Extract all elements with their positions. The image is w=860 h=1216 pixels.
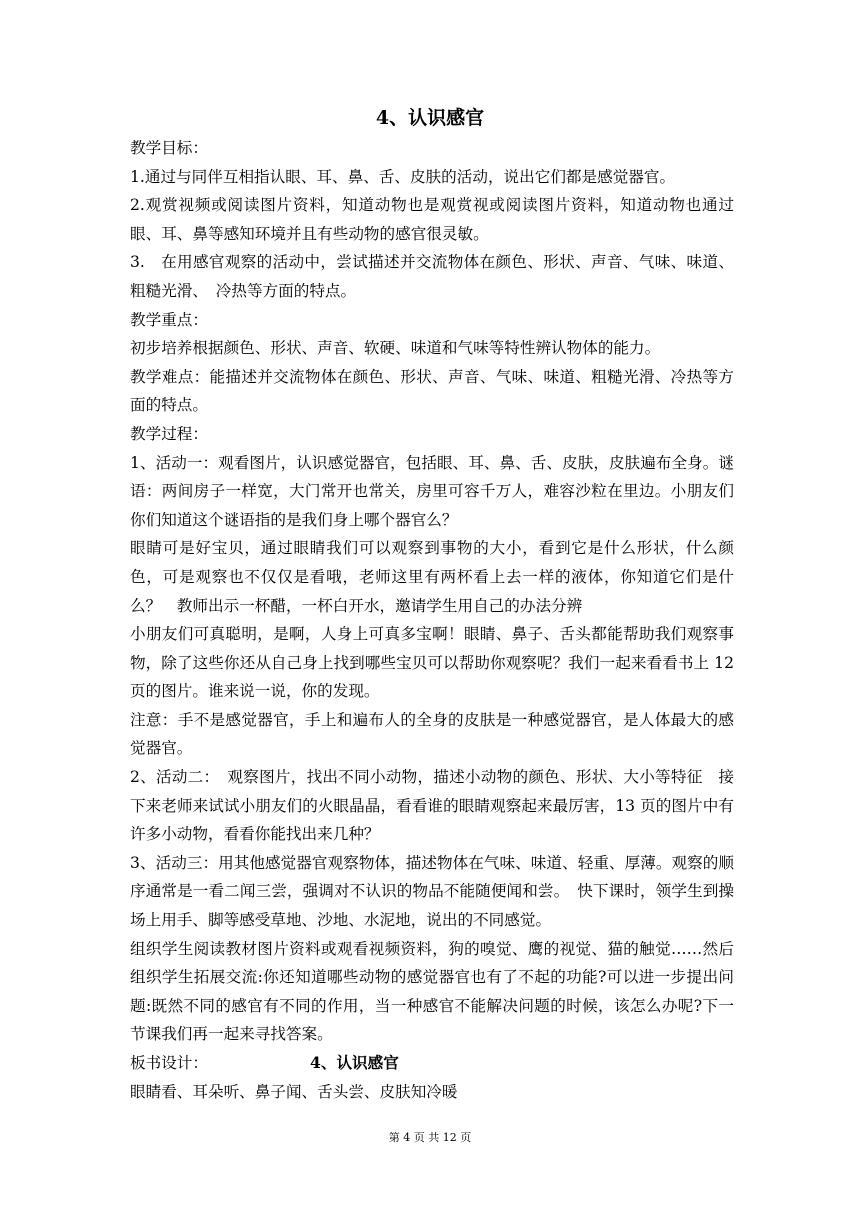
paragraph-activity-2: 2、活动二： 观察图片，找出不同小动物，描述小动物的颜色、形状、大小等特征 接下来老师来试试小朋友们的火眼晶晶，看看谁的眼睛观察起来最厉害，13 页的图片中有许多小动物，看看你能找出来几种？ [130,768,734,844]
paragraph-objective-3: 3. 在用感官观察的活动中，尝试描述并交流物体在颜色、形状、声音、气味、味道、粗糙光滑、 冷热等方面的特点。 [130,253,734,300]
paragraph-objectives-heading: 教学目标： [130,139,208,157]
paragraph-activity-1: 1、活动一：观看图片，认识感觉器官，包括眼、耳、鼻、舌、皮肤，皮肤遍布全身。谜语：两间房子一样宽，大门常开也常关，房里可容千万人，难容沙粒在里边。小朋友们你们知道这个谜语指的是我们身上哪个器官么？ [130,453,734,529]
document-body [130,134,734,1106]
document-title: 4、认识感官 [375,107,485,129]
paragraph-extension: 组织学生阅读教材图片资料或观看视频资料，狗的嗅觉、鹰的视觉、猫的触觉……然后组织学生拓展交流:你还知道哪些动物的感觉器官也有了不起的功能?可以进一步提出问题:既然不同的感官有不同的作用，当一种感官不能解决问题的时候，该怎么办呢?下一节课我们再一起来寻找答案。 [130,939,734,1044]
paragraph-children: 小朋友们可真聪明，是啊，人身上可真多宝啊！眼睛、鼻子、舌头都能帮助我们观察事物，除了这些你还从自己身上找到哪些宝贝可以帮助你观察呢？我们一起来看看书上 12 页的图片。谁来说一说，你的发现。 [130,625,734,701]
paragraph-objective-1: 1.通过与同伴互相指认眼、耳、鼻、舌、皮肤的活动，说出它们都是感觉器官。 [130,167,676,186]
paragraph-process-heading: 教学过程： [130,424,208,443]
board-design-row [130,1049,734,1078]
paragraph-activity-3: 3、活动三：用其他感觉器官观察物体，描述物体在气味、味道、轻重、厚薄。观察的顺序通常是一看二闻三尝，强调对不认识的物品不能随便闻和尝。 快下课时，领学生到操场上用手、脚等感受草地、沙地、水泥地，说出的不同感觉。 [130,853,734,930]
paragraph-key-points-heading: 教学重点： [130,310,208,329]
paragraph-objective-2: 2.观赏视频或阅读图片资料，知道动物也是观赏视或阅读图片资料，知道动物也通过眼、耳、鼻等感知环境并且有些动物的感官很灵敏。 [130,196,734,243]
paragraph-difficulties: 教学难点：能描述并交流物体在颜色、形状、声音、气味、味道、粗糙光滑、冷热等方面的特点。 [130,367,734,415]
paragraph-eyes: 眼睛可是好宝贝，通过眼睛我们可以观察到事物的大小，看到它是什么形状，什么颜色，可是观察也不仅仅是看哦，老师这里有两杯看上去一样的液体，你知道它们是什么？ 教师出示一杯醋，一杯白开水，邀请学生用自己的办法分辨 [130,539,734,615]
board-design-content: 眼睛看、耳朵听、鼻子闻、舌头尝、皮肤知冷暖 [130,1082,458,1101]
paragraph-note: 注意：手不是感觉器官，手上和遍布人的全身的皮肤是一种感觉器官，是人体最大的感觉器官。 [130,710,734,758]
page-footer: 第 4 页 共 12 页 [388,1131,472,1144]
paragraph-key-points: 初步培养根据颜色、形状、声音、软硬、味道和气味等特性辨认物体的能力。 [130,339,661,358]
board-design-title: 4、认识感官 [310,1053,399,1072]
board-design-label: 板书设计： [130,1054,208,1072]
